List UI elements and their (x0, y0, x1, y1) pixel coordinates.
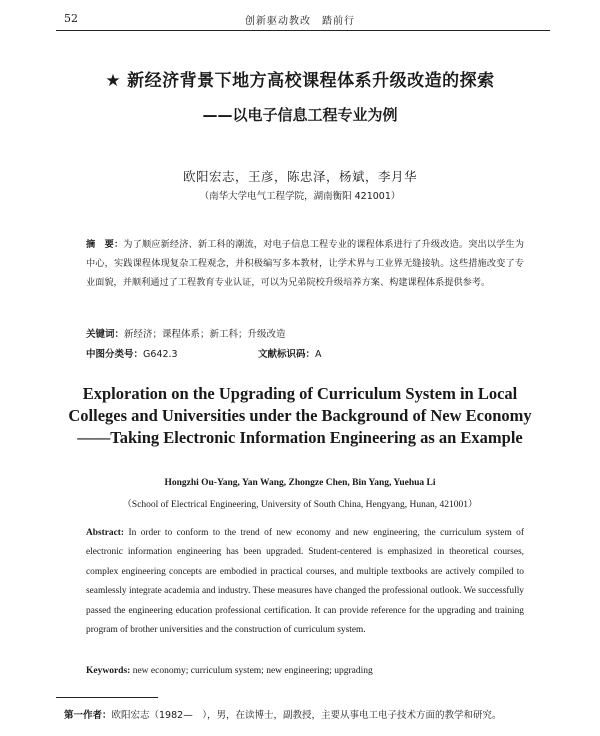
document-code (258, 346, 322, 360)
chinese-subtitle: ——以电子信息工程专业为例 (202, 106, 398, 124)
clc-label: 中图分类号： (86, 349, 144, 360)
header-rule (56, 30, 550, 31)
running-head: 创新驱动教改 踏前行 (245, 16, 355, 27)
english-title-line-2: Colleges and Universities under the Background of New Economy (68, 406, 532, 425)
star-icon: ★ (105, 71, 122, 91)
chinese-abstract-label: 摘 要： (86, 239, 124, 250)
footnote-text: 欧阳宏志（1982— ），男，在读博士，副教授，主要从事电工电子技术方面的教学和研究。 (111, 710, 502, 721)
english-abstract (86, 524, 524, 640)
english-keywords (86, 666, 373, 676)
clc-number (86, 346, 178, 360)
chinese-keywords-text: 新经济；课程体系；新工科；升级改造 (124, 329, 286, 340)
chinese-affiliation: （南华大学电气工程学院，湖南衡阳 421001） (199, 191, 401, 202)
chinese-title (0, 66, 600, 91)
english-abstract-label: Abstract: (86, 528, 125, 538)
english-authors: Hongzhi Ou-Yang, Yan Wang, Zhongze Chen, Bin Yang, Yuehua Li (164, 478, 436, 488)
english-title-line-3: ——Taking Electronic Information Engineering as an Example (77, 428, 523, 447)
english-keywords-label: Keywords: (86, 666, 131, 676)
english-title (0, 383, 600, 449)
english-title-line-1: Exploration on the Upgrading of Curriculum System in Local (82, 384, 518, 403)
chinese-title-text: 新经济背景下地方高校课程体系升级改造的探索 (127, 71, 495, 91)
chinese-abstract (86, 235, 524, 292)
chinese-keywords (86, 326, 286, 340)
english-affiliation: （School of Electrical Engineering, University of South China, Hengyang, Hunan, 421001） (122, 500, 478, 510)
document-code-value: A (315, 349, 322, 360)
chinese-abstract-text: 为了顺应新经济、新工科的潮流，对电子信息工程专业的课程体系进行了升级改造。突出以学生为中心，实践课程体现复杂工程观念，并积极编写多本教材，让学术界与工业界无缝接轨。这些措施改变了专业面貌，并顺利通过了工程教育专业认证，可以为兄弟院校升级培养方案、构建课程体系提供参考。 (86, 239, 525, 288)
english-abstract-text: In order to conform to the trend of new economy and new engineering, the curriculum system of electronic information engineering has been upgraded. Student-centered is emphasized in theoretical courses, complex engineering concepts are embodied in practical courses, and multiple textbooks are actively compiled to seamlessly integrate academia and industry. These measures have changed the professional outlook. We successfully passed the engineering education professional certification. It can provide reference for the upgrading and training program of brother universities and the construction of curriculum system. (86, 528, 524, 636)
page-number: 52 (64, 12, 78, 25)
footnote (64, 707, 501, 721)
footnote-label: 第一作者： (64, 710, 112, 721)
chinese-keywords-label: 关键词： (86, 329, 125, 340)
footnote-rule (56, 697, 158, 698)
document-code-label: 文献标识码： (258, 349, 316, 360)
english-keywords-text: new economy; curriculum system; new engineering; upgrading (132, 666, 373, 676)
clc-value: G642.3 (143, 349, 178, 360)
chinese-authors: 欧阳宏志，王彦，陈忠泽，杨斌，李月华 (182, 169, 417, 184)
